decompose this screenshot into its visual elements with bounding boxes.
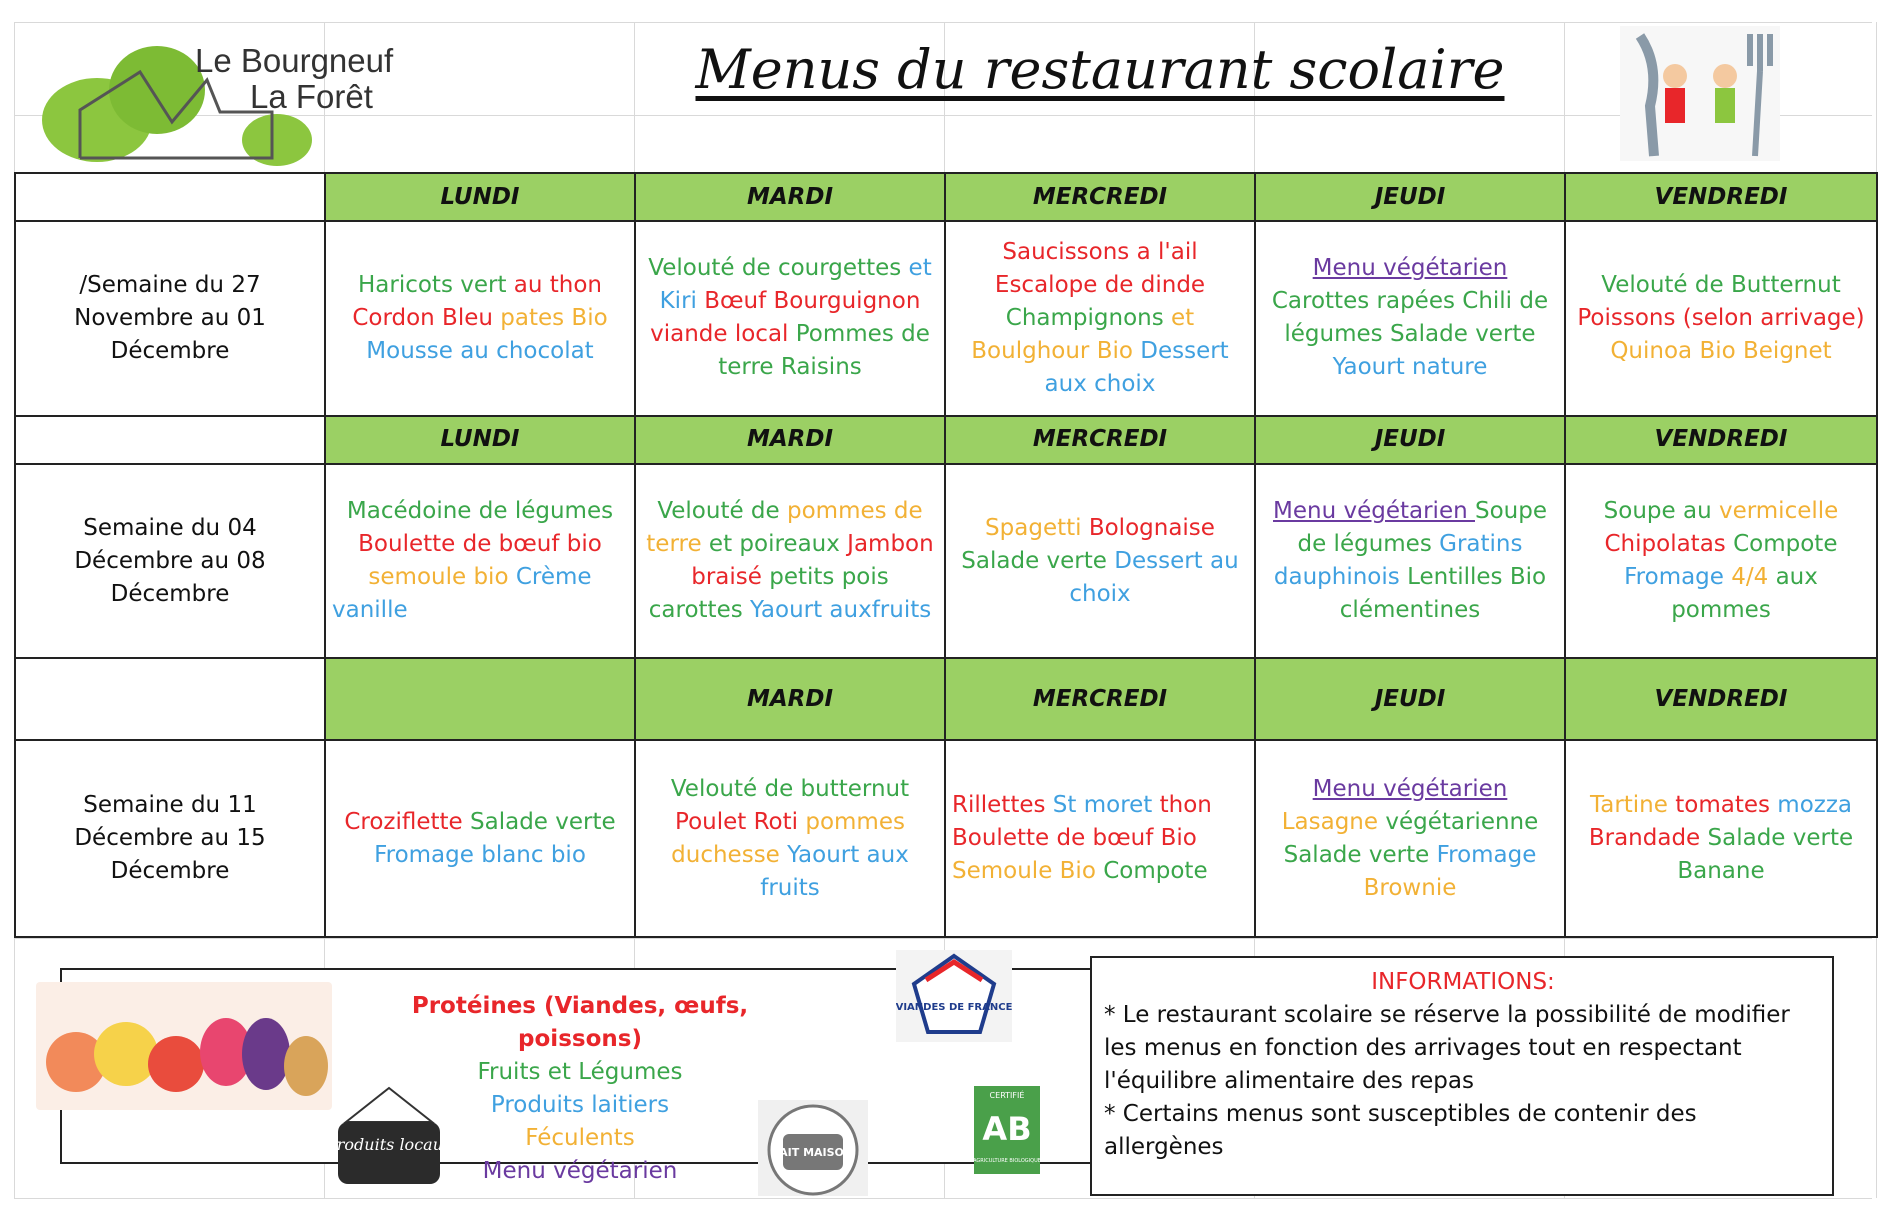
menu-cell — [945, 221, 1255, 416]
menu-item: vermicelle — [1718, 498, 1839, 524]
menu-item: et poireaux — [708, 531, 840, 557]
menu-item: Velouté de butternut — [670, 775, 910, 802]
day-header-empty — [325, 658, 635, 740]
viandes-de-france-text: VIANDES DE FRANCE — [896, 1002, 1012, 1013]
menu-item: Soupe de légumes — [1297, 498, 1547, 557]
menu-item: Yaourt aux fruits — [760, 841, 909, 901]
menu-cell — [635, 221, 945, 416]
ab-text: AB — [982, 1110, 1032, 1148]
menu-item: Spagetti — [985, 514, 1089, 541]
menu-item: Salade verte — [1707, 825, 1854, 852]
menu-item: et Kiri — [659, 255, 932, 315]
menu-item: Dessert aux choix — [1044, 337, 1229, 397]
legend-starches: Féculents — [525, 1125, 635, 1151]
menu-cell — [325, 740, 635, 937]
legend-proteins: Protéines (Viandes, œufs, poissons) — [411, 993, 749, 1052]
menu-item: Cordon Bleu — [352, 304, 493, 331]
day-header-vendredi: VENDREDI — [1565, 658, 1877, 740]
menu-cell — [1565, 464, 1877, 659]
menu-item: Salade verte — [961, 547, 1107, 574]
day-header-vendredi: VENDREDI — [1565, 416, 1877, 464]
menu-item: Bœuf Bourguignon viande local — [650, 288, 921, 348]
legend-list — [355, 990, 805, 1188]
blank-cell — [15, 416, 325, 464]
menu-item: Gratins dauphinois — [1273, 531, 1523, 590]
menu-item: Compote — [1733, 531, 1838, 557]
menu-item: Chipolatas — [1604, 531, 1726, 557]
menu-item: Crème vanille — [332, 564, 592, 623]
blank-cell — [15, 658, 325, 740]
menu-cell — [325, 464, 635, 659]
menu-item: Yaourt nature — [1332, 354, 1488, 381]
informations-line-2: * Certains menus sont susceptibles de contenir des allergènes — [1104, 1101, 1697, 1160]
menu-item: Fromage — [1624, 564, 1724, 590]
day-header-jeudi: JEUDI — [1255, 658, 1565, 740]
menu-item: pommes duchesse — [671, 808, 905, 868]
ab-certifie-text: CERTIFIÉ — [989, 1091, 1025, 1100]
menu-item: Soupe au — [1603, 498, 1719, 524]
ab-sub-text: AGRICULTURE BIOLOGIQUE — [973, 1158, 1041, 1164]
day-header-mercredi: MERCREDI — [945, 173, 1255, 221]
menu-cell — [325, 221, 635, 416]
menu-item: semoule bio — [368, 564, 516, 590]
menu-item: Saucissons a l'ail Escalope de dinde — [994, 238, 1206, 298]
day-header-vendredi: VENDREDI — [1565, 173, 1877, 221]
menu-item: Velouté de courgettes — [648, 255, 909, 282]
menu-item: Banane — [1677, 858, 1765, 885]
menu-item: Poulet Roti — [675, 808, 799, 835]
menu-item: mozza — [1777, 792, 1853, 819]
menu-item: Pommes de terre Raisins — [718, 321, 930, 381]
menu-cell — [1255, 740, 1565, 937]
menu-item: pommes de terre — [646, 498, 923, 557]
menu-item: Menu végétarien — [1312, 775, 1508, 802]
day-header-jeudi: JEUDI — [1255, 173, 1565, 221]
menu-item: Dessert au choix — [1069, 547, 1239, 607]
informations-title: INFORMATIONS: — [1371, 969, 1555, 995]
vegetables-illustration — [36, 982, 332, 1110]
fait-maison-logo — [758, 1100, 868, 1196]
viandes-de-france-logo — [896, 950, 1012, 1042]
menu-item: Compote — [1103, 858, 1208, 885]
page-title: Menus du restaurant scolaire — [695, 38, 1505, 101]
week-label: Semaine du 04 Décembre au 08 Décembre — [15, 464, 325, 659]
menu-item: Haricots vert — [357, 271, 514, 298]
informations-line-1: * Le restaurant scolaire se réserve la possibilité de modifier les menus en fonction des arrivages tout en respectant l'équilibre alimentaire des repas — [1104, 1002, 1790, 1094]
day-header-mercredi: MERCREDI — [945, 416, 1255, 464]
menu-item: thon — [1159, 792, 1212, 819]
menu-item: Brownie — [1363, 874, 1457, 901]
day-header-jeudi: JEUDI — [1255, 416, 1565, 464]
menu-item: Lentilles Bio — [1407, 564, 1547, 590]
menu-cell — [945, 740, 1255, 937]
menu-item: Fromage — [1436, 841, 1537, 868]
menu-item: au thon — [513, 271, 603, 298]
corner-cell — [15, 173, 325, 221]
kids-cutlery-illustration — [1620, 26, 1780, 161]
day-header-mardi: MARDI — [635, 658, 945, 740]
menu-item: clémentines — [1339, 597, 1481, 623]
menu-item: Semoule Bio — [952, 858, 1096, 885]
menu-item: Croziflette — [344, 808, 463, 835]
menu-item: Rillettes — [952, 792, 1053, 819]
menu-item: Boulette de bœuf bio — [358, 531, 602, 557]
week-label: /Semaine du 27 Novembre au 01 Décembre — [15, 221, 325, 416]
logo-text-line2: La Forêt — [250, 78, 373, 115]
menu-item: 4/4 — [1731, 564, 1776, 590]
ab-bio-logo — [970, 1082, 1044, 1178]
menu-cell — [1565, 221, 1877, 416]
menu-item: Beignet — [1743, 337, 1832, 364]
menu-item: Quinoa Bio — [1610, 337, 1736, 364]
menu-item: Poissons (selon arrivage) — [1577, 304, 1865, 331]
menu-cell — [1255, 221, 1565, 416]
menu-table — [14, 172, 1878, 938]
day-header-lundi: LUNDI — [325, 173, 635, 221]
menu-item: Salade verte — [470, 808, 616, 835]
menu-cell — [635, 464, 945, 659]
menu-item: tomates — [1675, 792, 1778, 819]
menu-item: aux pommes — [1671, 564, 1818, 623]
menu-item: Bolognaise — [1088, 514, 1215, 541]
week-label: Semaine du 11 Décembre au 15 Décembre — [15, 740, 325, 937]
menu-item: végétarienne — [1385, 808, 1539, 835]
menu-item: Champignons — [1005, 304, 1172, 331]
menu-item: Menu végétarien — [1273, 498, 1475, 524]
produits-locaux-text: Produits locaux — [326, 1135, 452, 1154]
menu-item: Mousse au chocolat — [366, 337, 594, 364]
menu-item: Tartine — [1589, 792, 1676, 819]
legend-fruits: Fruits et Légumes — [477, 1059, 683, 1085]
menu-cell — [1565, 740, 1877, 937]
menu-item: Yaourt auxfruits — [750, 597, 932, 623]
legend-dairy: Produits laitiers — [490, 1092, 670, 1118]
menu-cell — [945, 464, 1255, 659]
menu-cell — [1255, 464, 1565, 659]
fait-maison-text: FAIT MAISON — [772, 1146, 854, 1159]
menu-item: Menu végétarien — [1312, 255, 1508, 282]
menu-item: Velouté de Butternut — [1601, 271, 1841, 298]
menu-item: Jambon braisé — [691, 531, 934, 590]
menu-item: Lasagne — [1281, 808, 1386, 835]
menu-cell — [635, 740, 945, 937]
menu-item: et Boulghour Bio — [971, 304, 1195, 364]
menu-item: Salade verte — [1283, 841, 1430, 868]
logo-text-line1: Le Bourgneuf — [195, 42, 394, 79]
menu-item: Fromage blanc bio — [374, 841, 586, 868]
day-header-mardi: MARDI — [635, 173, 945, 221]
menu-item: Carottes rapées Chili de légumes Salade verte — [1271, 288, 1549, 348]
legend-veg: Menu végétarien — [482, 1158, 678, 1184]
menu-item: St moret — [1052, 792, 1160, 819]
menu-item: Brandade — [1588, 825, 1701, 852]
menu-item: petits pois carottes — [648, 564, 889, 623]
menu-item: pates Bio — [500, 304, 608, 331]
menu-item: Velouté de — [657, 498, 787, 524]
day-header-mardi: MARDI — [635, 416, 945, 464]
informations-box — [1090, 956, 1834, 1196]
menu-item: Boulette de bœuf Bio — [952, 825, 1197, 852]
menu-item: Macédoine de légumes — [346, 498, 614, 524]
day-header-mercredi: MERCREDI — [945, 658, 1255, 740]
day-header-lundi: LUNDI — [325, 416, 635, 464]
